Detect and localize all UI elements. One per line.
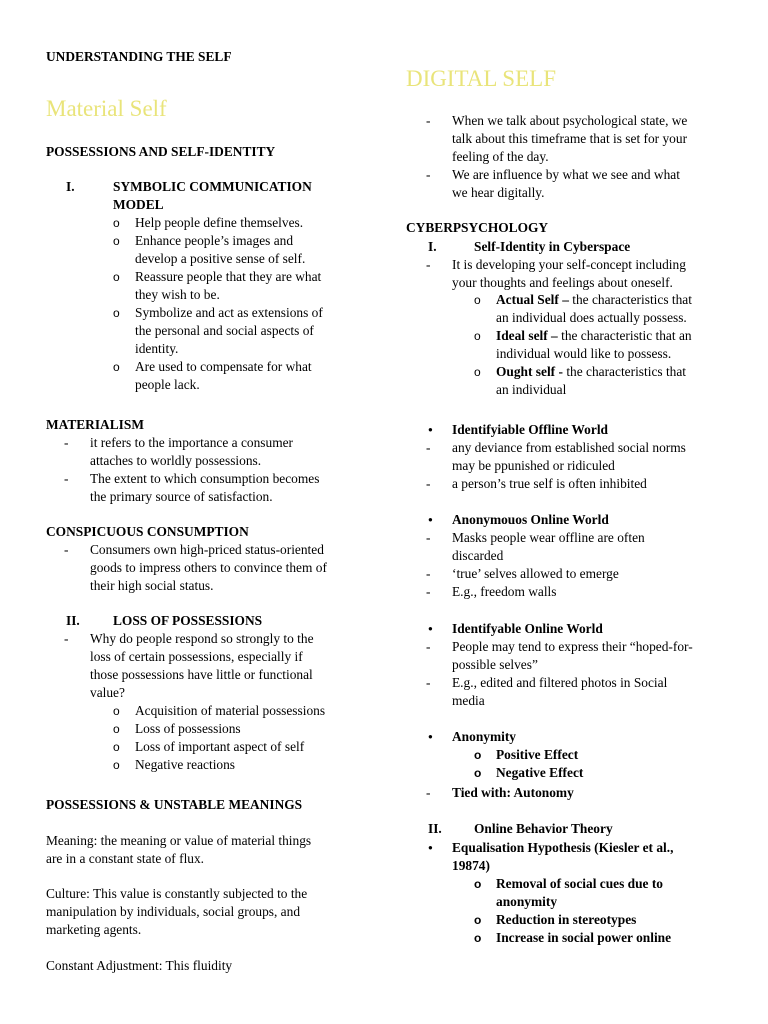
bullet-icon xyxy=(428,512,433,527)
text-line: develop a positive sense of self. xyxy=(135,251,306,266)
circle-bullet-icon xyxy=(474,764,488,782)
text-line: a person’s true self is often inhibited xyxy=(452,476,647,491)
text-line: Masks people wear offline are often xyxy=(452,530,645,545)
bullet-icon xyxy=(428,621,433,636)
self-type-item xyxy=(474,327,734,363)
circle-bullet-icon xyxy=(474,875,488,893)
culture-paragraph xyxy=(46,885,366,939)
conspicuous-list xyxy=(64,541,364,595)
anon-online-heading: Anonymouos Online World xyxy=(452,512,609,527)
list-item xyxy=(426,439,736,475)
loss-heading: LOSS OF POSSESSIONS xyxy=(113,613,263,628)
list-item xyxy=(426,674,736,710)
meaning-paragraph xyxy=(46,832,366,868)
dash-marker xyxy=(426,583,440,601)
list-item xyxy=(113,304,373,358)
list-item xyxy=(474,911,734,929)
list-item xyxy=(474,764,734,782)
online-behavior-numeral: II. xyxy=(428,821,442,836)
term-separator: – xyxy=(547,328,562,343)
text-line: Help people define themselves. xyxy=(135,215,304,230)
circle-bullet-icon xyxy=(113,268,127,286)
ident-online-list xyxy=(426,638,736,710)
list-item xyxy=(474,746,734,764)
text-line: they wish to be. xyxy=(135,287,220,302)
circle-bullet-icon xyxy=(113,214,127,232)
text-line: Symbolize and act as extensions of xyxy=(135,305,323,320)
text-line: Equalisation Hypothesis (Kiesler et al., xyxy=(452,840,674,855)
text-line: discarded xyxy=(452,548,504,563)
text-line: loss of certain possessions, especially if xyxy=(90,649,303,664)
circle-bullet-icon xyxy=(113,756,127,774)
text-line: value? xyxy=(90,685,125,700)
list-item xyxy=(426,583,736,601)
anon-online-list xyxy=(426,529,736,601)
scm-numeral: I. xyxy=(66,179,75,194)
self-type-description: the characteristics that xyxy=(566,364,687,379)
hypothesis-list xyxy=(474,875,734,947)
dash-marker xyxy=(64,434,78,452)
text-line: your thoughts and feelings about oneself. xyxy=(452,275,673,290)
term-separator: – xyxy=(558,292,573,307)
circle-bullet-icon xyxy=(113,720,127,738)
text-line: media xyxy=(452,693,485,708)
term-separator: - xyxy=(555,364,567,379)
dash-marker xyxy=(426,439,440,457)
dash-marker xyxy=(426,475,440,493)
circle-bullet-icon xyxy=(474,929,488,947)
dash-marker xyxy=(426,785,430,800)
text-line: Reduction in stereotypes xyxy=(496,912,637,927)
material-self-title: Material Self xyxy=(46,96,167,121)
text-line: the personal and social aspects of xyxy=(135,323,314,338)
text-line: we hear digitally. xyxy=(452,185,545,200)
possessions-heading: POSSESSIONS AND SELF-IDENTITY xyxy=(46,144,276,159)
text-line: Increase in social power online xyxy=(496,930,672,945)
dash-marker xyxy=(64,470,78,488)
list-item xyxy=(113,702,373,720)
self-type-item xyxy=(474,363,734,399)
text-line: Culture: This value is constantly subjected to the xyxy=(46,886,308,901)
text-line: Meaning: the meaning or value of material things xyxy=(46,833,312,848)
list-item xyxy=(474,875,734,911)
text-line: Acquisition of material possessions xyxy=(135,703,326,718)
dash-marker xyxy=(64,630,78,648)
text-line: feeling of the day. xyxy=(452,149,549,164)
list-item xyxy=(426,529,736,565)
text-line: We are influence by what we see and what xyxy=(452,167,680,182)
text-line: attaches to worldly possessions. xyxy=(90,453,262,468)
text-line: an individual does actually possess. xyxy=(496,310,687,325)
circle-bullet-icon xyxy=(474,911,488,929)
circle-bullet-icon xyxy=(113,304,127,322)
circle-bullet-icon xyxy=(474,291,488,309)
self-types-list xyxy=(474,291,734,399)
dash-marker xyxy=(426,256,440,274)
loss-question xyxy=(64,630,364,702)
text-line: E.g., freedom walls xyxy=(452,584,557,599)
circle-bullet-icon xyxy=(113,232,127,250)
ident-online-heading: Identifyable Online World xyxy=(452,621,603,636)
self-identity-numeral: I. xyxy=(428,239,437,254)
dash-marker xyxy=(426,112,440,130)
self-type-description: the characteristics that xyxy=(572,292,692,307)
text-line: It is developing your self-concept including xyxy=(452,257,686,272)
offline-list xyxy=(426,439,736,493)
text-line: those possessions have little or functional xyxy=(90,667,313,682)
self-type-term: Ideal self xyxy=(496,328,548,343)
list-item xyxy=(113,268,373,304)
text-line: Are used to compensate for what xyxy=(135,359,312,374)
text-line: identity. xyxy=(135,341,179,356)
list-item xyxy=(64,470,364,506)
document-title: UNDERSTANDING THE SELF xyxy=(46,49,232,64)
offline-heading: Identifyiable Offline World xyxy=(452,422,608,437)
dash-marker xyxy=(426,565,440,583)
text-line: ‘true’ selves allowed to emerge xyxy=(452,566,619,581)
text-line: Why do people respond so strongly to the xyxy=(90,631,314,646)
text-line: E.g., edited and filtered photos in Social xyxy=(452,675,668,690)
text-line: an individual xyxy=(496,382,567,397)
dash-marker xyxy=(426,529,440,547)
list-item xyxy=(113,358,373,394)
cyberpsychology-heading: CYBERPSYCHOLOGY xyxy=(406,220,549,235)
self-type-item xyxy=(474,291,734,327)
list-item xyxy=(64,434,364,470)
self-type-description: the characteristic that an xyxy=(561,328,692,343)
list-item xyxy=(113,738,373,756)
unstable-heading: POSSESSIONS & UNSTABLE MEANINGS xyxy=(46,797,303,812)
list-item xyxy=(426,475,736,493)
loss-list xyxy=(113,702,373,774)
digital-self-title: DIGITAL SELF xyxy=(406,66,556,91)
circle-bullet-icon xyxy=(474,327,488,345)
conspicuous-heading: CONSPICUOUS CONSUMPTION xyxy=(46,524,249,539)
text-line: Negative reactions xyxy=(135,757,236,772)
text-line: it refers to the importance a consumer xyxy=(90,435,294,450)
dash-marker xyxy=(64,541,78,559)
list-item xyxy=(113,720,373,738)
text-line: talk about this timeframe that is set for your xyxy=(452,131,688,146)
scm-title-line-2: MODEL xyxy=(113,197,164,212)
loss-numeral: II. xyxy=(66,613,80,628)
text-line: goods to impress others to convince them of xyxy=(90,560,327,575)
circle-bullet-icon xyxy=(113,358,127,376)
list-item xyxy=(113,756,373,774)
text-line: When we talk about psychological state, we xyxy=(452,113,688,128)
bullet-icon xyxy=(428,729,433,744)
text-line: possible selves” xyxy=(452,657,538,672)
text-line: Enhance people’s images and xyxy=(135,233,294,248)
list-item xyxy=(113,214,373,232)
text-line: Loss of possessions xyxy=(135,721,241,736)
list-item xyxy=(426,565,736,583)
circle-bullet-icon xyxy=(474,746,488,764)
text-line: anonymity xyxy=(496,894,558,909)
text-line: 19874) xyxy=(452,858,490,873)
scm-title-line-1: SYMBOLIC COMMUNICATION xyxy=(113,179,312,194)
text-line: Removal of social cues due to xyxy=(496,876,663,891)
materialism-list xyxy=(64,434,364,506)
anonymity-list xyxy=(474,746,734,782)
self-type-term: Ought self xyxy=(496,364,556,379)
dash-marker xyxy=(426,638,440,656)
text-line: individual would like to possess. xyxy=(496,346,672,361)
bullet-icon xyxy=(428,840,433,855)
text-line: Positive Effect xyxy=(496,747,579,762)
list-item xyxy=(474,929,734,947)
self-identity-title: Self-Identity in Cyberspace xyxy=(474,239,631,254)
text-line: Negative Effect xyxy=(496,765,584,780)
text-line: their high social status. xyxy=(90,578,214,593)
self-identity-desc xyxy=(426,256,736,292)
self-type-term: Actual Self xyxy=(496,292,559,307)
dash-marker xyxy=(426,674,440,692)
text-line: marketing agents. xyxy=(46,922,142,937)
text-line: may be ppunished or ridiculed xyxy=(452,458,615,473)
text-line: The extent to which consumption becomes xyxy=(90,471,320,486)
text-line: are in a constant state of flux. xyxy=(46,851,205,866)
circle-bullet-icon xyxy=(113,702,127,720)
text-line: People may tend to express their “hoped-for- xyxy=(452,639,693,654)
list-item xyxy=(64,541,364,595)
scm-list xyxy=(113,214,373,394)
bullet-icon xyxy=(428,422,433,437)
tied-with-text: Tied with: Autonomy xyxy=(452,785,574,800)
online-behavior-title: Online Behavior Theory xyxy=(474,821,613,836)
anonymity-heading: Anonymity xyxy=(452,729,516,744)
dash-marker xyxy=(426,166,440,184)
text-line: Consumers own high-priced status-oriented xyxy=(90,542,324,557)
text-line: the primary source of satisfaction. xyxy=(90,489,273,504)
text-line: manipulation by individuals, social groups, and xyxy=(46,904,301,919)
constant-adjustment-text: Constant Adjustment: This fluidity xyxy=(46,958,233,973)
circle-bullet-icon xyxy=(113,738,127,756)
list-item xyxy=(426,638,736,674)
list-item xyxy=(113,232,373,268)
circle-bullet-icon xyxy=(474,363,488,381)
intro-list xyxy=(426,112,736,202)
text-line: people lack. xyxy=(135,377,200,392)
materialism-heading: MATERIALISM xyxy=(46,417,144,432)
hypothesis-text xyxy=(452,839,742,875)
text-line: any deviance from established social norms xyxy=(452,440,686,455)
text-line: Reassure people that they are what xyxy=(135,269,322,284)
list-item xyxy=(426,166,736,202)
list-item xyxy=(426,112,736,166)
text-line: Loss of important aspect of self xyxy=(135,739,305,754)
